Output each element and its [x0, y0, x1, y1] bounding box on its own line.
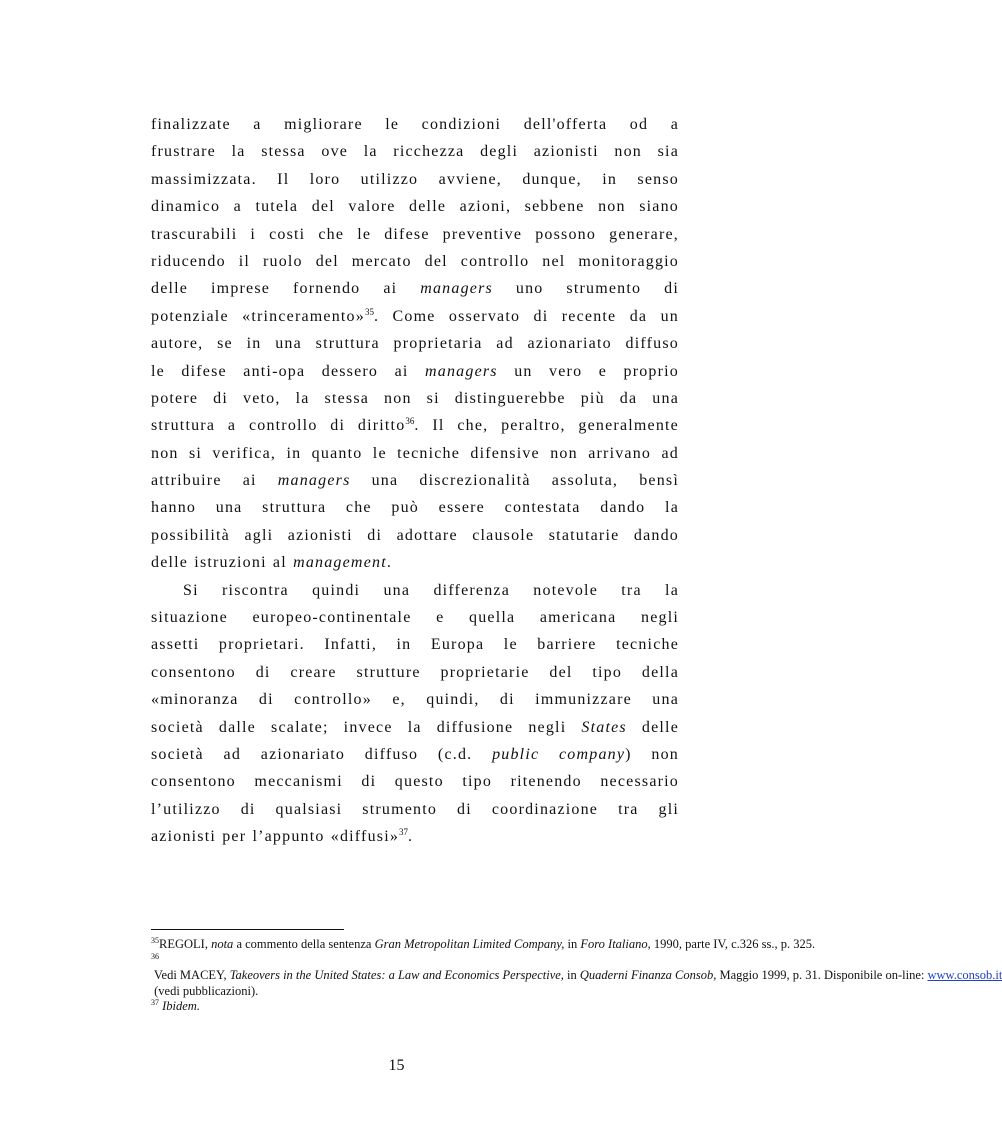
footnote-ref: 36 — [151, 951, 159, 961]
text-line — [151, 385, 679, 412]
italic-text: Quaderni Finanza Consob — [579, 968, 714, 982]
text-segment: in — [564, 937, 581, 951]
text-segment: assetti proprietari. Infatti, in Europa le barriere tecniche — [151, 636, 679, 654]
text-line — [151, 330, 679, 357]
italic-text: managers — [277, 472, 351, 490]
text-segment: ) non — [625, 745, 680, 763]
page-number: 15 — [388, 1057, 405, 1074]
text-segment: riducendo il ruolo del mercato del controllo nel monitoraggio — [151, 252, 679, 270]
footnote-ref: 37 — [151, 998, 159, 1007]
text-segment: trascurabili i costi che le difese preventive possono generare, — [151, 225, 679, 243]
footnote-ref: 36 — [405, 416, 415, 427]
footnote-separator — [151, 929, 344, 930]
text-segment: . Come osservato di recente da un — [373, 307, 679, 325]
text-line — [151, 549, 679, 576]
text-line — [151, 166, 679, 193]
text-segment: potenziale «trinceramento» — [151, 307, 365, 325]
text-segment: azionisti per l’appunto «diffusi» — [151, 828, 400, 846]
text-line — [151, 111, 679, 138]
italic-text: managers — [425, 362, 498, 380]
text-segment: società ad azionariato diffuso (c.d. — [151, 745, 493, 763]
text-segment: in — [563, 968, 580, 982]
text-line — [151, 221, 679, 248]
text-segment: non si verifica, in quanto le tecniche difensive non arrivano ad — [151, 444, 679, 462]
footnote — [151, 999, 681, 1015]
text-line — [151, 412, 679, 439]
text-segment: uno strumento di — [492, 280, 679, 298]
text-segment: le difese anti-opa dessero ai — [151, 362, 426, 380]
text-segment: . Il che, peraltro, generalmente — [414, 417, 679, 435]
text-segment: struttura a controllo di diritto — [151, 417, 406, 435]
italic-text: Takeovers in the United States: a Law and Economics Perspective, — [229, 968, 564, 982]
text-segment: Si riscontra quindi una differenza notevole tra la — [183, 581, 679, 599]
italic-text: Ibidem. — [162, 999, 200, 1013]
text-segment: a commento della sentenza — [233, 937, 375, 951]
text-line — [151, 631, 679, 658]
text-line — [151, 494, 679, 521]
text-segment: potere di veto, la stessa non si distinguerebbe più da una — [151, 389, 679, 407]
text-line — [151, 659, 679, 686]
text-line — [151, 768, 679, 795]
text-line — [151, 522, 679, 549]
text-segment: l’utilizzo di qualsiasi strumento di coordinazione tra gli — [151, 800, 679, 818]
text-segment: consentono di creare strutture proprietarie del tipo della — [151, 663, 679, 681]
text-segment: REGOLI, — [159, 937, 212, 951]
text-line — [151, 604, 679, 631]
text-segment: situazione europeo-continentale e quella americana negli — [151, 609, 679, 627]
text-line — [151, 741, 679, 768]
text-segment: delle imprese fornendo ai — [151, 280, 421, 298]
text-segment: consentono meccanismi di questo tipo ritenendo necessario — [151, 773, 679, 791]
text-segment: (vedi pubblicazioni). — [151, 983, 259, 998]
text-segment: finalizzate a migliorare le condizioni dell'offerta od a — [151, 116, 679, 133]
text-segment: , Maggio 1999, p. 31. Disponibile on-line: — [713, 968, 928, 982]
text-line — [151, 193, 679, 220]
italic-text: Gran Metropolitan Limited Company, — [374, 937, 565, 951]
hyperlink[interactable]: www.consob.it — [927, 968, 1002, 982]
text-line — [151, 248, 679, 275]
italic-text: nota — [211, 937, 234, 951]
text-segment: . — [386, 554, 393, 572]
text-segment: frustrare la stessa ove la ricchezza degli azionisti non sia — [151, 143, 679, 161]
text-segment: Vedi MACEY, — [151, 968, 230, 982]
text-segment: massimizzata. Il loro utilizzo avviene, dunque, in senso — [151, 170, 679, 188]
text-line — [151, 303, 679, 330]
footnote-ref: 35 — [364, 306, 374, 317]
text-segment: società dalle scalate; invece la diffusione negli — [151, 718, 582, 736]
text-segment: . — [408, 828, 414, 846]
italic-text: management — [293, 554, 387, 572]
text-segment: attribuire ai — [151, 472, 278, 490]
italic-text: managers — [420, 280, 493, 298]
text-segment: dinamico a tutela del valore delle azioni, sebbene non siano — [151, 198, 679, 216]
text-segment: delle istruzioni al — [151, 554, 294, 572]
text-segment: autore, se in una struttura proprietaria ad azionariato diffuso — [151, 335, 679, 353]
text-segment: hanno una struttura che può essere contestata dando la — [151, 499, 679, 517]
italic-text: States — [581, 718, 627, 736]
text-line — [151, 440, 679, 467]
text-line — [151, 138, 679, 165]
footnote-ref: 35 — [151, 936, 159, 945]
text-line — [151, 358, 679, 385]
footnotes — [151, 936, 1002, 1015]
text-line — [151, 467, 679, 494]
text-line — [151, 686, 679, 713]
text-segment: delle — [626, 718, 680, 736]
text-segment: un vero e proprio — [497, 362, 680, 380]
footnote — [151, 936, 816, 953]
body-text — [151, 111, 679, 851]
text-segment: «minoranza di controllo» e, quindi, di immunizzare una — [151, 691, 679, 709]
footnote-ref: 37 — [399, 827, 409, 838]
text-line — [151, 714, 679, 741]
text-line — [151, 275, 679, 302]
italic-text: Foro Italiano — [580, 937, 648, 951]
text-segment: possibilità agli azionisti di adottare clausole statutarie dando — [151, 526, 679, 544]
text-line — [151, 823, 679, 850]
text-line — [151, 796, 679, 823]
text-line — [151, 577, 679, 604]
footnote — [151, 951, 1002, 1000]
text-segment: , 1990, parte IV, c.326 ss., p. 325. — [647, 937, 816, 951]
italic-text: public company — [492, 745, 626, 763]
text-segment: una discrezionalità assoluta, bensì — [350, 472, 679, 490]
